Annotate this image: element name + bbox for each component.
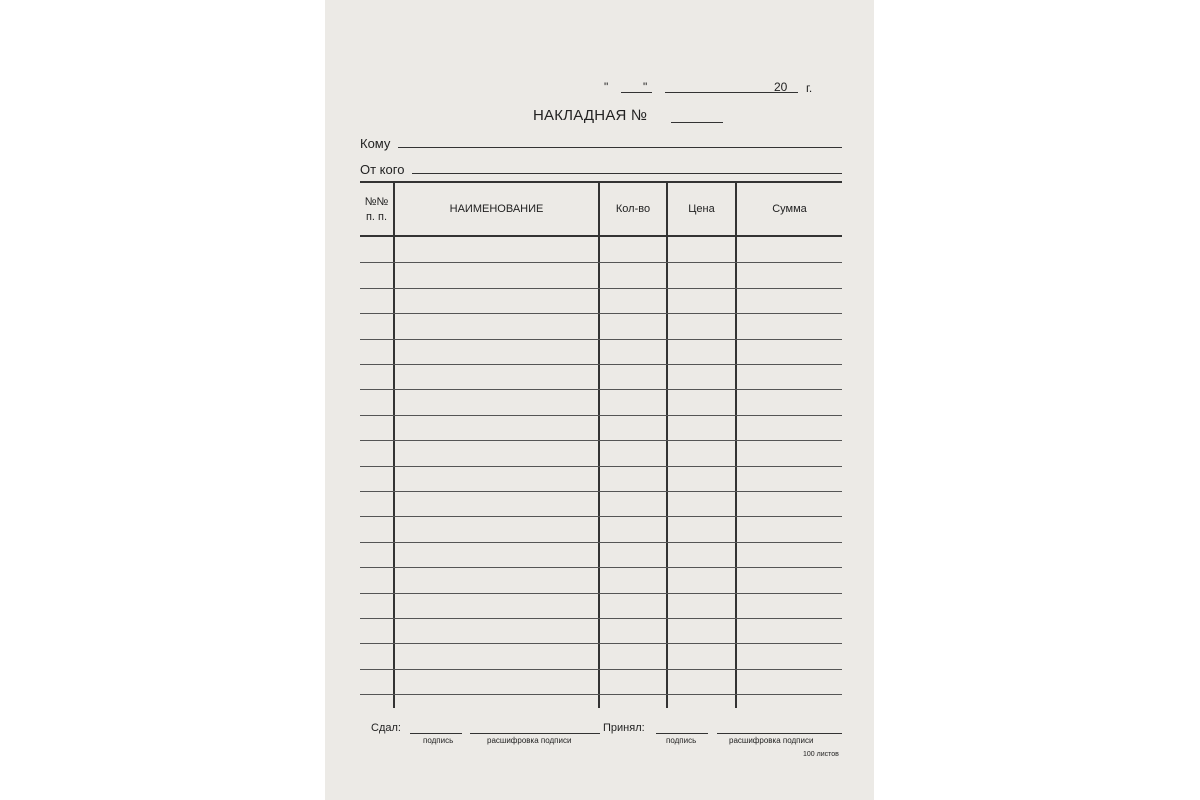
table-row [360, 542, 842, 543]
handed-transcript-caption: расшифровка подписи [487, 736, 572, 745]
table-row [360, 593, 842, 594]
table-row [360, 694, 842, 695]
invoice-form-sheet [325, 0, 874, 800]
invoice-number-field[interactable] [671, 122, 723, 123]
date-year-suffix: г. [806, 81, 813, 95]
items-table [360, 181, 842, 708]
table-body [360, 237, 842, 708]
table-row [360, 643, 842, 644]
to-field[interactable] [398, 147, 842, 148]
table-row [360, 440, 842, 441]
table-row [360, 288, 842, 289]
handed-transcript-field[interactable] [470, 733, 600, 734]
table-row [360, 389, 842, 390]
from-label: От кого [360, 162, 405, 177]
table-row [360, 364, 842, 365]
date-quote-close: " [643, 80, 648, 94]
to-label: Кому [360, 136, 391, 151]
handed-signature-caption: подпись [423, 736, 454, 745]
table-row [360, 618, 842, 619]
handed-signature-field[interactable] [410, 733, 462, 734]
received-transcript-caption: расшифровка подписи [729, 736, 814, 745]
header-number-line2: п. п. [365, 211, 388, 223]
sheet-count: 100 листов [803, 751, 839, 758]
table-top-border [360, 181, 842, 183]
table-row [360, 339, 842, 340]
table-row [360, 313, 842, 314]
received-transcript-field[interactable] [717, 733, 842, 734]
from-field[interactable] [412, 173, 842, 174]
table-row [360, 415, 842, 416]
invoice-title: НАКЛАДНАЯ № [533, 107, 648, 124]
header-number-line1: №№ [364, 196, 389, 208]
table-row [360, 491, 842, 492]
date-year-prefix: 20 [774, 80, 788, 94]
table-row [360, 262, 842, 263]
header-cell-number [360, 195, 393, 225]
table-row [360, 466, 842, 467]
received-signature-field[interactable] [656, 733, 708, 734]
received-label: Принял: [603, 722, 645, 734]
date-day-field[interactable] [621, 92, 652, 93]
received-signature-caption: подпись [666, 736, 697, 745]
table-row [360, 669, 842, 670]
handed-label: Сдал: [371, 722, 401, 734]
header-cell-sum: Сумма [772, 203, 807, 215]
date-quote-open: " [604, 80, 609, 94]
header-cell-quantity: Кол-во [615, 203, 651, 215]
table-row [360, 516, 842, 517]
table-row [360, 567, 842, 568]
header-cell-name: НАИМЕНОВАНИЕ [449, 203, 544, 215]
header-cell-price: Цена [688, 203, 715, 215]
